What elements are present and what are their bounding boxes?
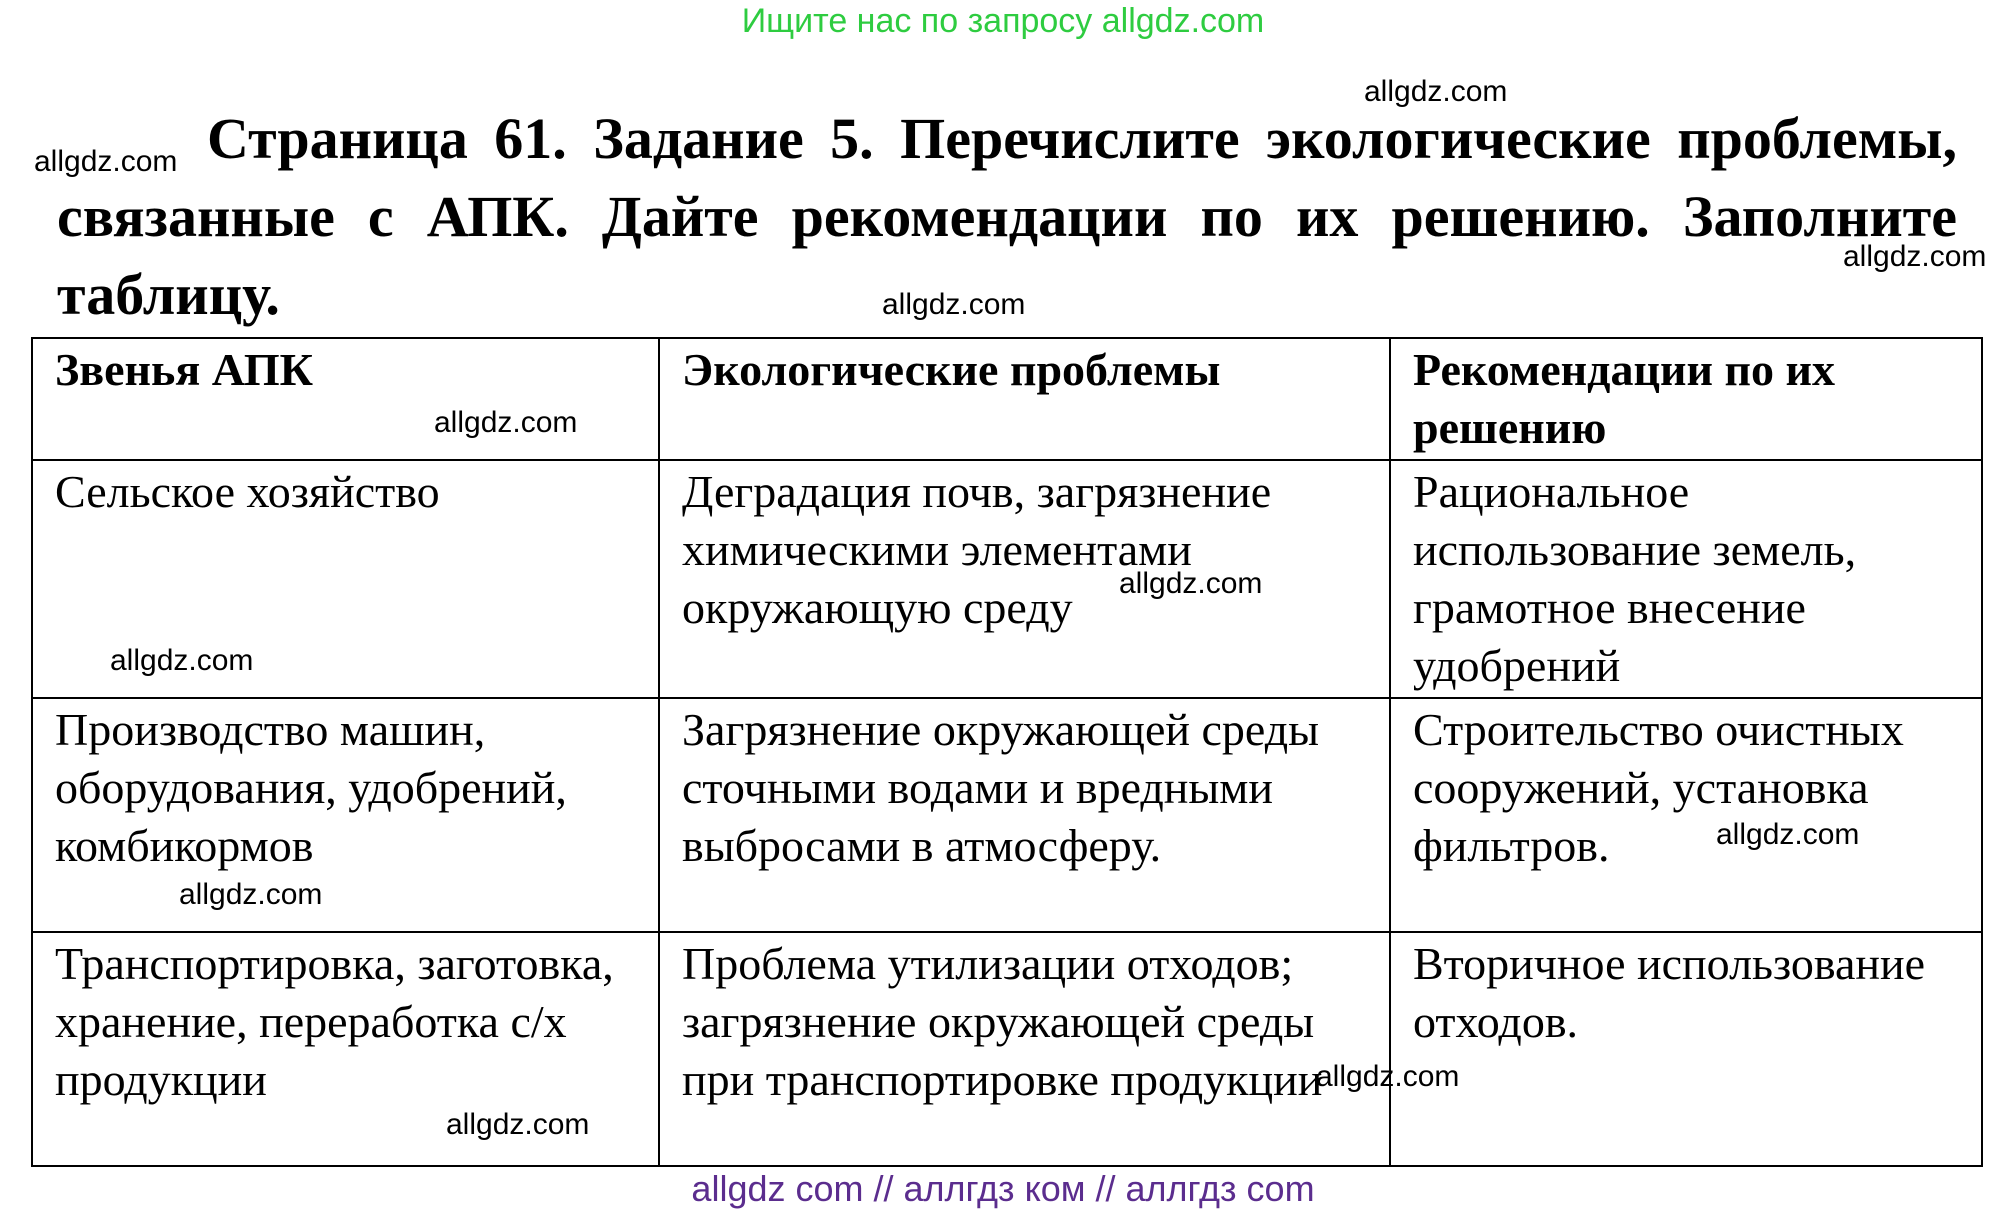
table-cell: Деградация почв, загрязнение химическими элементами окружающую среду xyxy=(659,460,1390,698)
watermark: allgdz.com xyxy=(1843,240,1987,273)
watermark: allgdz.com xyxy=(1316,1060,1460,1093)
table-cell: Строительство очистных сооружений, установка фильтров. xyxy=(1390,698,1982,932)
watermark: allgdz.com xyxy=(179,878,323,911)
watermark: allgdz.com xyxy=(110,644,254,677)
watermark: allgdz.com xyxy=(1119,567,1263,600)
watermark: allgdz.com xyxy=(446,1108,590,1141)
header-cell: Рекомендации по их решению xyxy=(1390,338,1982,460)
header-cell: Экологические проблемы xyxy=(659,338,1390,460)
table-row xyxy=(32,698,1982,932)
table-cell: Транспортировка, заготовка, хранение, переработка с/х продукции xyxy=(32,932,659,1166)
apk-table xyxy=(31,337,1983,1167)
watermark: allgdz.com xyxy=(1716,818,1860,851)
table-cell: Сельское хозяйство xyxy=(32,460,659,698)
watermark: allgdz.com xyxy=(882,288,1026,321)
table-row xyxy=(32,932,1982,1166)
top-banner: Ищите нас по запросу allgdz.com xyxy=(741,2,1265,40)
heading-line-2: связанные с АПК. Дайте рекомендации по их решению. Заполните xyxy=(57,184,1957,249)
table-cell: Загрязнение окружающей среды сточными водами и вредными выбросами в атмосферу. xyxy=(659,698,1390,932)
table-cell: Рациональное использование земель, грамотное внесение удобрений xyxy=(1390,460,1982,698)
table-row xyxy=(32,460,1982,698)
table-cell: Проблема утилизации отходов; загрязнение окружающей среды при транспортировке продукции xyxy=(659,932,1390,1166)
header-cell: Звенья АПК xyxy=(32,338,659,460)
table-cell: Вторичное использование отходов. xyxy=(1390,932,1982,1166)
watermark: allgdz.com xyxy=(1364,75,1508,108)
table-cell: Производство машин, оборудования, удобрений, комбикормов xyxy=(32,698,659,932)
watermark: allgdz.com xyxy=(34,145,178,178)
table-header-row xyxy=(32,338,1982,460)
heading-line-1: Страница 61. Задание 5. Перечислите экологические проблемы, xyxy=(207,106,1957,171)
heading-line-3: таблицу. xyxy=(57,262,280,327)
watermark: allgdz.com xyxy=(434,406,578,439)
footer-links: allgdz com // аллгдз ком // аллгдз com xyxy=(691,1168,1315,1209)
